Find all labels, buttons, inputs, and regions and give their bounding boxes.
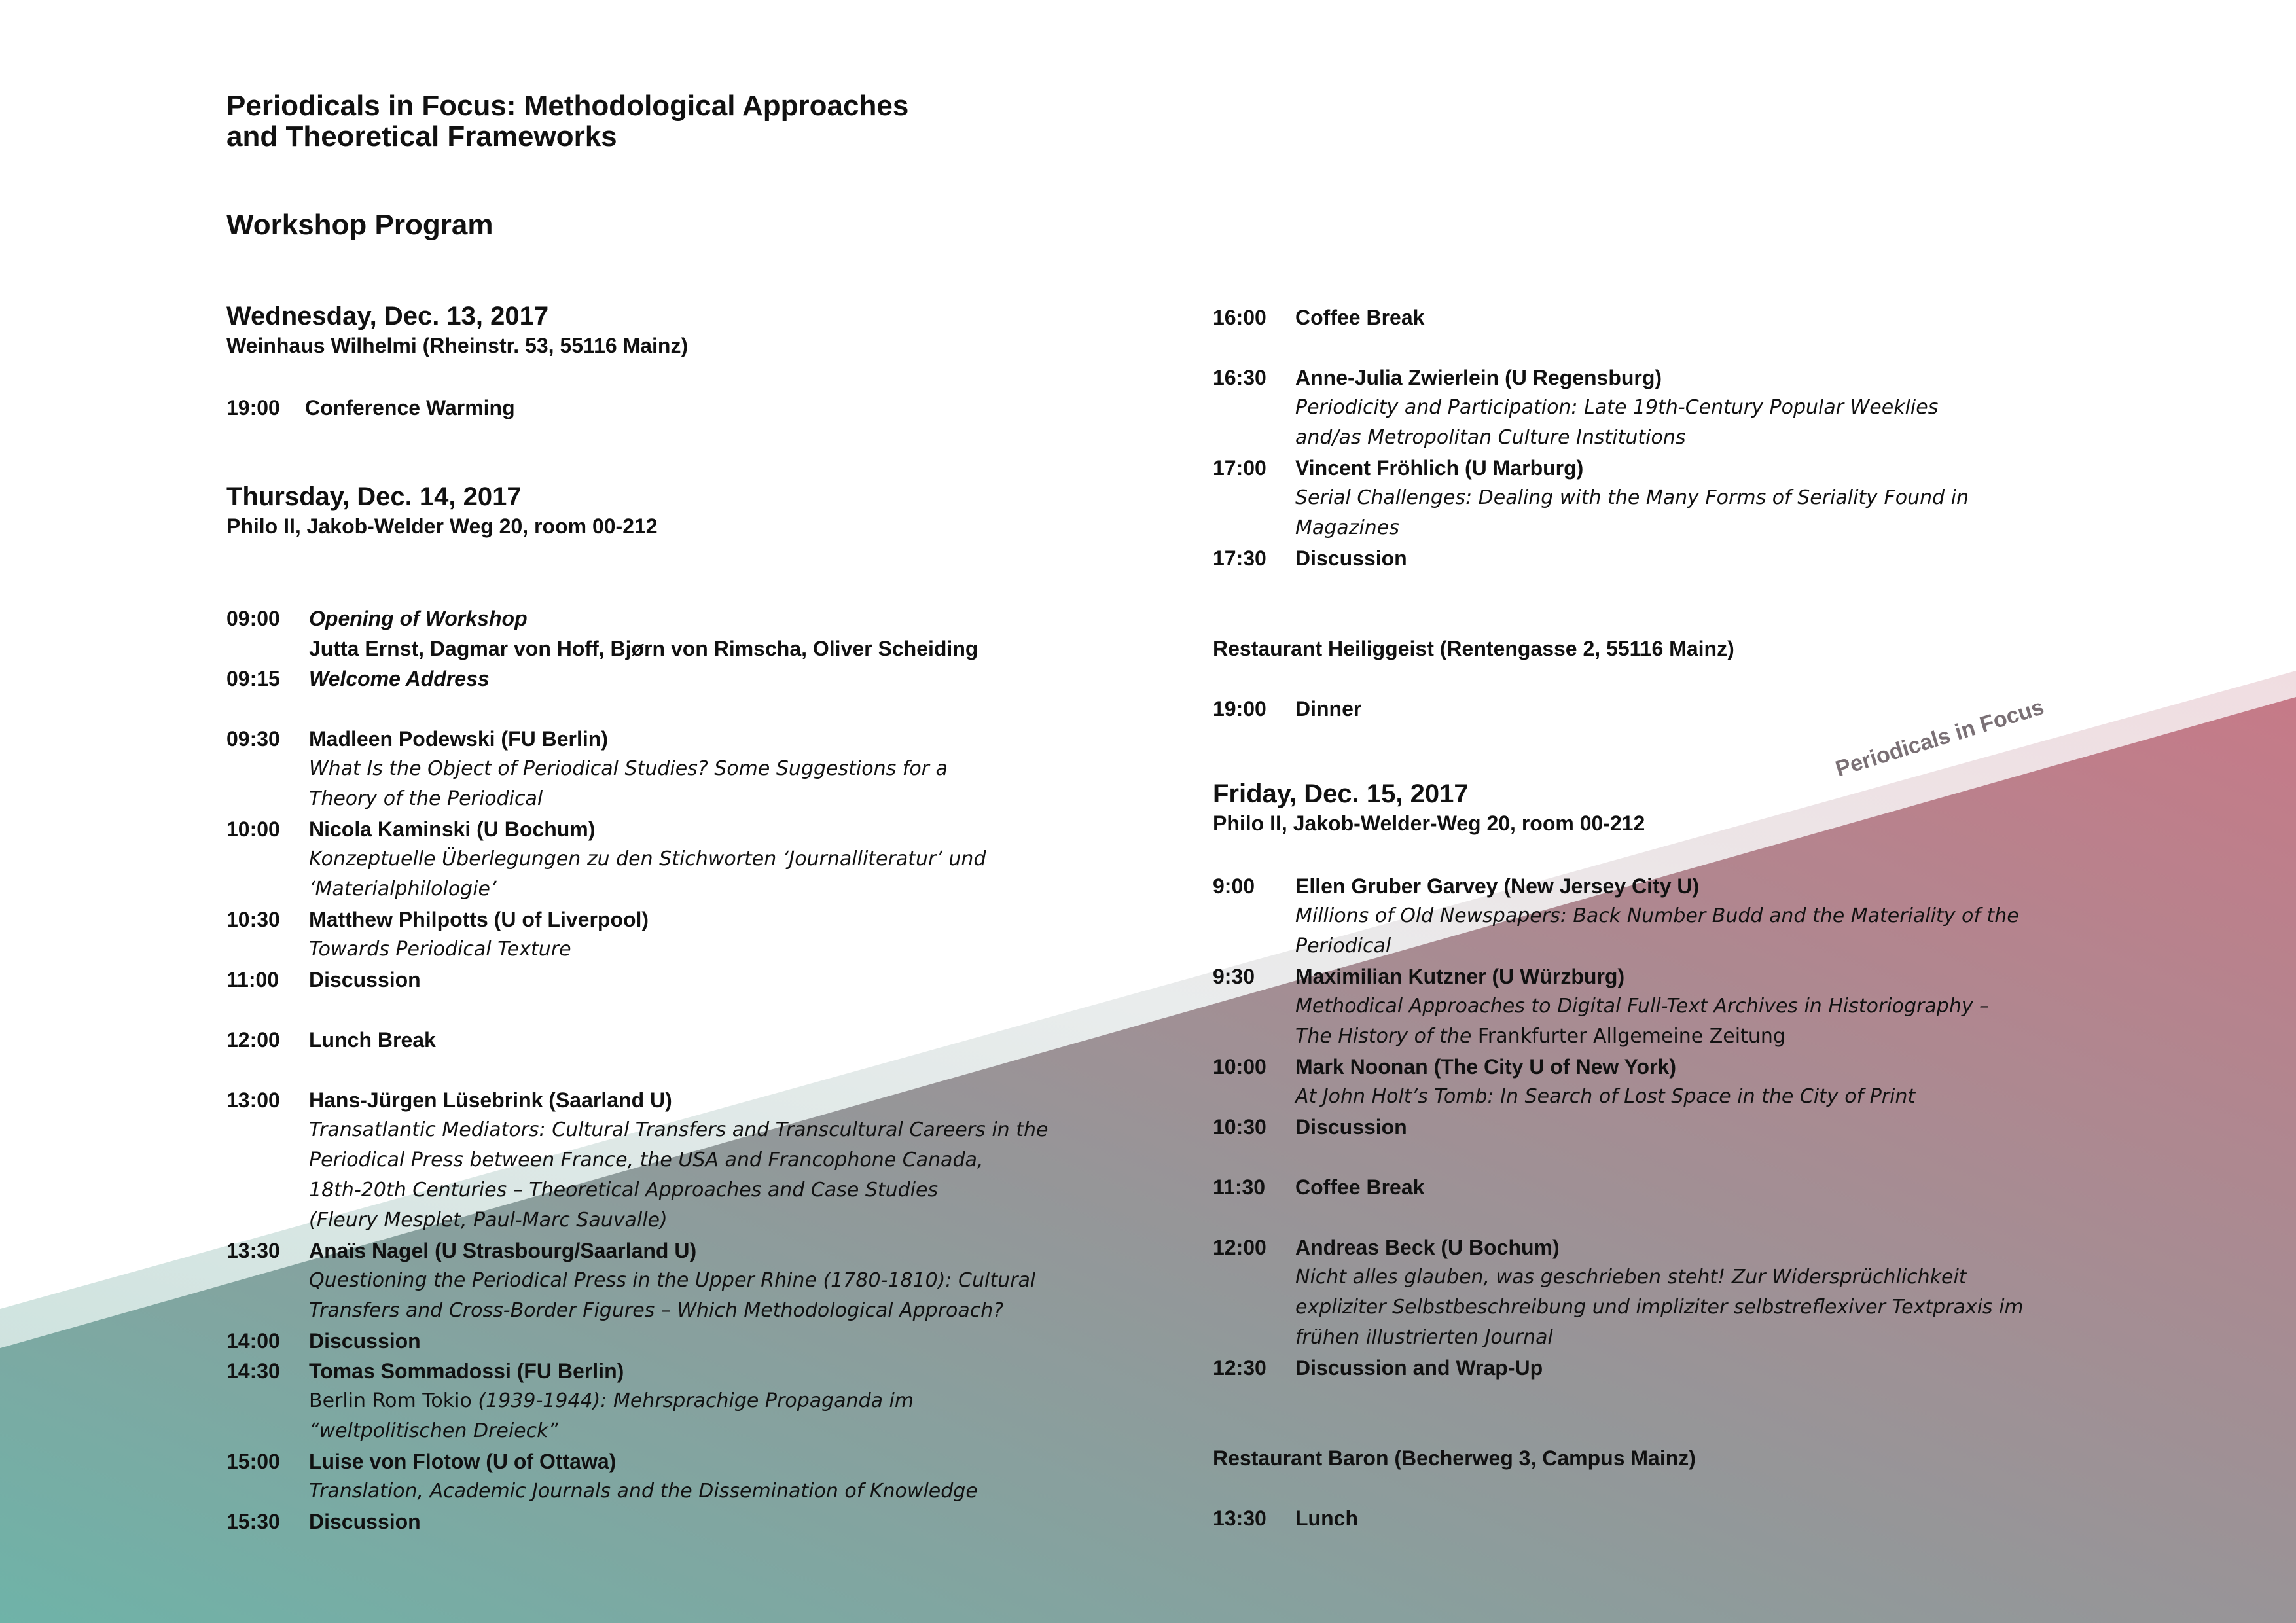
time: 14:30 [226,1359,280,1383]
thursday-schedule-part2 [1213,302,2208,724]
schedule-item [1213,1503,2208,1533]
session-title: Discussion and Wrap-Up [1295,1356,1543,1380]
schedule-item [226,1326,1221,1356]
speaker: Maximilian Kutzner (U Würzburg) [1295,965,1625,988]
talk-title-plain: Berlin Rom Tokio [309,1389,478,1412]
speaker: Anaïs Nagel (U Strasbourg/Saarland U) [309,1239,697,1262]
schedule-item [226,1025,1221,1055]
talk-title [1295,991,2208,1052]
friday-section [1213,777,2208,836]
wednesday-schedule [226,393,1221,423]
session-title: Dinner [1295,697,1362,721]
time: 9:30 [1213,965,1255,988]
talk-title: Periodicity and Participation: Late 19th-Century Popular Weeklies and/as Metropolitan Culture Institutions [1295,396,1939,449]
speaker: Tomas Sommadossi (FU Berlin) [309,1359,624,1383]
talk-title: Serial Challenges: Dealing with the Many Forms of Seriality Found in Magazines [1295,486,1969,539]
session-title: Discussion [1295,546,1407,570]
talk-title [309,1386,1221,1446]
schedule-item [226,393,1221,423]
day-heading: Friday, Dec. 15, 2017 [1213,779,1469,808]
schedule-item [1213,453,2208,543]
schedule-item [226,965,1221,995]
speaker: Andreas Beck (U Bochum) [1295,1236,1560,1259]
speaker: Matthew Philpotts (U of Liverpool) [309,908,649,931]
session-title: Discussion [309,968,421,991]
session-title: Lunch Break [309,1028,436,1052]
speaker: Anne-Julia Zwierlein (U Regensburg) [1295,366,1662,389]
time: 9:00 [1213,874,1255,898]
schedule-item [226,1236,1221,1326]
schedule-item [226,814,1221,904]
session-title: Opening of Workshop [309,607,528,630]
schedule-item [1213,1353,2208,1383]
speaker: Hans-Jürgen Lüsebrink (Saarland U) [309,1088,672,1112]
session-title: Discussion [1295,1115,1407,1139]
talk-title: Millions of Old Newspapers: Back Number Budd and the Materiality of the Periodical [1295,904,2019,957]
time: 12:30 [1213,1356,1266,1380]
venue: Philo II, Jakob-Welder-Weg 20, room 00-212 [1213,812,1645,835]
schedule-item [226,1507,1221,1537]
workshop-program-heading: Workshop Program [226,209,493,241]
schedule-item [226,1356,1221,1446]
wednesday-section [226,300,1221,359]
schedule-item [226,904,1221,965]
lunch-venue: Restaurant Baron (Becherweg 3, Campus Mainz) [1213,1446,1696,1470]
talk-title: Nicht alles glauben, was geschrieben steht! Zur Widersprüchlichkeit expliziter Selbstbeschreibung und impliziter selbstreflexiver Textpraxis im frühen illustrierten Journal [1295,1266,2024,1349]
schedule-item [226,724,1221,814]
talk-title: At John Holt’s Tomb: In Search of Lost Space in the City of Print [1295,1085,1916,1108]
schedule-item [226,664,1221,694]
thursday-schedule-part1 [226,603,1221,1537]
time: 10:30 [1213,1115,1266,1139]
time: 13:30 [226,1239,280,1262]
speaker: Luise von Flotow (U of Ottawa) [309,1450,617,1473]
time: 16:00 [1213,306,1266,329]
session-title: Discussion [309,1329,421,1353]
session-title: Discussion [309,1510,421,1533]
speaker: Mark Noonan (The City U of New York) [1295,1055,1676,1079]
time: 11:00 [226,968,279,991]
thursday-section [226,480,1221,539]
speaker: Vincent Fröhlich (U Marburg) [1295,456,1584,480]
schedule-item [1213,543,2208,573]
time: 13:00 [226,1088,280,1112]
session-title: Welcome Address [309,667,490,690]
time: 17:00 [1213,456,1266,480]
talk-title: Questioning the Periodical Press in the Upper Rhine (1780-1810): Cultural Transfers and Cross-Border Figures – Which Methodological Approach? [309,1269,1036,1322]
friday-schedule [1213,871,2208,1533]
time: 16:30 [1213,366,1266,389]
time: 15:00 [226,1450,280,1473]
talk-title: Towards Periodical Texture [309,938,571,961]
session-speakers: Jutta Ernst, Dagmar von Hoff, Bjørn von Rimscha, Oliver Scheiding [309,637,978,660]
talk-title: Transatlantic Mediators: Cultural Transfers and Transcultural Careers in the Periodical Press between France, the USA and Francophone Canada, 18th-20th Centuries – Theoretical Approaches and Case Studies (Fleury Mesplet, Paul-Marc Sauvalle) [309,1118,1049,1232]
time: 17:30 [1213,546,1266,570]
schedule-item [1213,1112,2208,1142]
session-title: Coffee Break [1295,1175,1425,1199]
session-title: Lunch [1295,1507,1358,1530]
schedule-item [226,1446,1221,1507]
time: 10:30 [226,908,280,931]
day-heading: Wednesday, Dec. 13, 2017 [226,302,549,330]
talk-title: What Is the Object of Periodical Studies? Some Suggestions for a Theory of the Periodical [309,757,948,810]
document-title [226,90,1208,152]
time: 09:30 [226,727,280,751]
time: 11:30 [1213,1175,1266,1199]
venue: Weinhaus Wilhelmi (Rheinstr. 53, 55116 Mainz) [226,334,689,357]
schedule-item [1213,363,2208,453]
day-heading: Thursday, Dec. 14, 2017 [226,482,522,511]
schedule-item [1213,302,2208,332]
talk-title: Konzeptuelle Überlegungen zu den Stichworten ‘Journalliteratur’ und ‘Materialphilologie’ [309,847,986,901]
time: 09:00 [226,607,280,630]
venue: Philo II, Jakob-Welder Weg 20, room 00-212 [226,514,658,538]
schedule-item [1213,871,2208,961]
time: 12:00 [226,1028,280,1052]
speaker: Ellen Gruber Garvey (New Jersey City U) [1295,874,1700,898]
schedule-item [1213,1172,2208,1202]
time: 10:00 [1213,1055,1266,1079]
talk-title: Translation, Academic Journals and the Dissemination of Knowledge [309,1480,978,1503]
schedule-item [226,1085,1221,1236]
dinner-venue: Restaurant Heiliggeist (Rentengasse 2, 55116 Mainz) [1213,637,1734,660]
title-line-2: and Theoretical Frameworks [226,120,617,152]
periodicals-watermark: Periodicals in Focus [1833,694,2047,782]
talk-title-italic: (1939-1944): Mehrsprachige Propaganda im “weltpolitischen Dreieck” [309,1389,914,1442]
session-title: Conference Warming [305,396,515,419]
time: 14:00 [226,1329,280,1353]
time: 15:30 [226,1510,280,1533]
speaker: Madleen Podewski (FU Berlin) [309,727,608,751]
time: 19:00 [226,396,280,419]
schedule-item [226,603,1221,664]
time: 13:30 [1213,1507,1266,1530]
time: 12:00 [1213,1236,1266,1259]
title-line-1: Periodicals in Focus: Methodological Approaches [226,90,909,122]
session-title: Coffee Break [1295,306,1425,329]
schedule-item [1213,961,2208,1052]
time: 19:00 [1213,697,1266,721]
speaker: Nicola Kaminski (U Bochum) [309,817,596,841]
talk-title-plain: Frankfurter Allgemeine Zeitung [1477,1025,1785,1048]
schedule-item [1213,694,2208,724]
time: 10:00 [226,817,280,841]
schedule-item [1213,1052,2208,1112]
schedule-item [1213,1232,2208,1353]
talk-title-italic: Methodical Approaches to Digital Full-Text Archives in Historiography – The History of the [1295,995,1990,1048]
time: 09:15 [226,667,280,690]
